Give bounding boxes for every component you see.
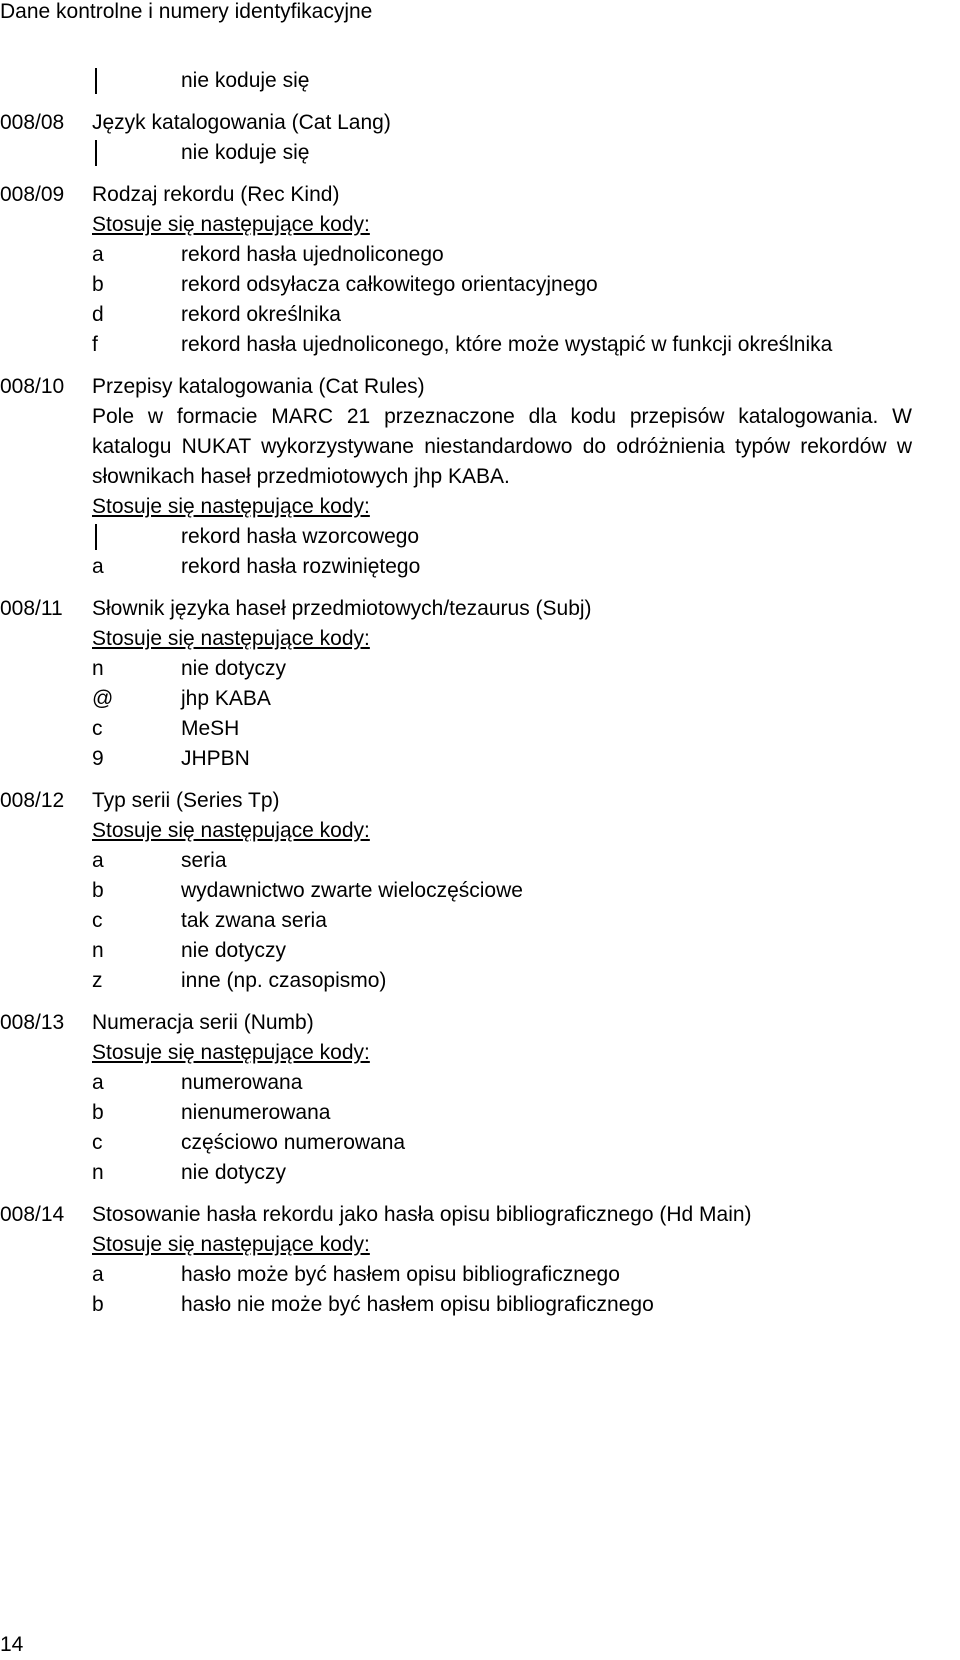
applies-codes-label: Stosuje się następujące kody: <box>92 1041 370 1064</box>
code-value: f <box>92 333 98 356</box>
field-title-row <box>0 1200 960 1230</box>
code-row <box>92 66 912 96</box>
code-row <box>92 240 912 270</box>
field-008-14 <box>0 1200 960 1320</box>
code-row <box>92 936 912 966</box>
field-body <box>0 1230 912 1320</box>
code-row <box>92 1260 912 1290</box>
code-row <box>92 330 912 360</box>
field-code: 008/13 <box>0 1011 65 1034</box>
field-body <box>0 210 912 360</box>
field-008-13 <box>0 1008 960 1188</box>
field-008-08 <box>0 108 960 168</box>
code-row <box>92 684 912 714</box>
field-title-row <box>0 786 960 816</box>
code-value: n <box>92 939 104 962</box>
code-row <box>92 300 912 330</box>
code-description: numerowana <box>181 1071 303 1094</box>
code-description: rekord hasła ujednoliconego <box>181 243 444 266</box>
code-value: a <box>92 849 104 872</box>
code-description: inne (np. czasopismo) <box>181 969 387 992</box>
code-row <box>92 138 912 168</box>
field-code: 008/09 <box>0 183 65 206</box>
code-value: b <box>92 879 104 902</box>
code-value: b <box>92 273 104 296</box>
code-description: rekord określnika <box>181 303 341 326</box>
field-008-10 <box>0 372 960 582</box>
code-value: b <box>92 1293 104 1316</box>
field-008-12 <box>0 786 960 996</box>
code-description: MeSH <box>181 717 240 740</box>
code-description: rekord odsyłacza całkowitego orientacyjnego <box>181 273 598 296</box>
field-code: 008/10 <box>0 375 65 398</box>
field-title: Słownik języka haseł przedmiotowych/tezaurus (Subj) <box>92 597 592 620</box>
applies-codes-label: Stosuje się następujące kody: <box>92 495 370 518</box>
code-row <box>92 744 912 774</box>
field-title: Numeracja serii (Numb) <box>92 1011 314 1034</box>
code-description: tak zwana seria <box>181 909 327 932</box>
code-row <box>92 1158 912 1188</box>
code-value: a <box>92 1263 104 1286</box>
code-value: c <box>92 909 103 932</box>
applies-codes-label: Stosuje się następujące kody: <box>92 213 370 236</box>
field-title-row <box>0 180 960 210</box>
code-value: 9 <box>92 747 104 770</box>
code-value: n <box>92 1161 104 1184</box>
fill-character-bar-icon <box>95 524 97 550</box>
field-title: Typ serii (Series Tp) <box>92 789 280 812</box>
code-row <box>92 552 912 582</box>
code-value: z <box>92 969 103 992</box>
field-code: 008/12 <box>0 789 65 812</box>
code-row <box>92 846 912 876</box>
code-value: a <box>92 243 104 266</box>
document-body <box>0 66 960 1332</box>
code-description: hasło może być hasłem opisu bibliograficznego <box>181 1263 620 1286</box>
field-body <box>0 624 912 774</box>
code-value: @ <box>92 687 114 710</box>
field-title-row <box>0 372 960 402</box>
field-title-row <box>0 594 960 624</box>
code-row <box>92 876 912 906</box>
code-description: wydawnictwo zwarte wieloczęściowe <box>181 879 523 902</box>
code-row <box>92 1290 912 1320</box>
code-row <box>92 1098 912 1128</box>
code-value: b <box>92 1101 104 1124</box>
field-title: Stosowanie hasła rekordu jako hasła opisu bibliograficznego (Hd Main) <box>92 1203 752 1226</box>
code-description: rekord hasła ujednoliconego, które może wystąpić w funkcji określnika <box>181 333 833 356</box>
running-header: Dane kontrolne i numery identyfikacyjne <box>0 0 373 23</box>
code-description: nie dotyczy <box>181 657 287 680</box>
field-code: 008/11 <box>0 597 63 620</box>
code-row <box>92 1128 912 1158</box>
applies-codes-label: Stosuje się następujące kody: <box>92 819 370 842</box>
field-description: Pole w formacie MARC 21 przeznaczone dla kodu przepisów katalogowania. W katalogu NUKAT wykorzystywane niestandardowo do odróżnienia typów rekordów w słownikach haseł przedmiotowych jhp KABA. <box>92 405 912 488</box>
applies-codes-label: Stosuje się następujące kody: <box>92 627 370 650</box>
code-row <box>92 1068 912 1098</box>
code-description: jhp KABA <box>181 687 271 710</box>
code-value <box>92 138 181 168</box>
field-008-11 <box>0 594 960 774</box>
field-continued <box>0 66 960 96</box>
code-description: JHPBN <box>181 747 250 770</box>
code-row <box>92 906 912 936</box>
field-title: Język katalogowania (Cat Lang) <box>92 111 391 134</box>
code-row <box>92 654 912 684</box>
code-description: seria <box>181 849 227 872</box>
code-description: hasło nie może być hasłem opisu bibliograficznego <box>181 1293 654 1316</box>
code-value: c <box>92 717 103 740</box>
field-body <box>0 1038 912 1188</box>
applies-codes-label: Stosuje się następujące kody: <box>92 1233 370 1256</box>
code-row <box>92 522 912 552</box>
page-number: 14 <box>0 1633 24 1656</box>
field-body <box>0 816 912 996</box>
code-value <box>92 522 181 552</box>
code-description: nie dotyczy <box>181 1161 287 1184</box>
code-value: c <box>92 1131 103 1154</box>
field-body <box>0 138 912 168</box>
code-description: częściowo numerowana <box>181 1131 406 1154</box>
field-title-row <box>0 108 960 138</box>
field-code: 008/14 <box>0 1203 65 1226</box>
field-body <box>0 402 912 582</box>
field-title-row <box>0 1008 960 1038</box>
code-description: nie koduje się <box>181 69 310 92</box>
code-description: nie koduje się <box>181 141 310 164</box>
code-value: a <box>92 1071 104 1094</box>
code-description: nie dotyczy <box>181 939 287 962</box>
code-row <box>92 966 912 996</box>
code-description: rekord hasła rozwiniętego <box>181 555 421 578</box>
code-row <box>92 270 912 300</box>
code-value: a <box>92 555 104 578</box>
fill-character-bar-icon <box>95 68 97 94</box>
field-title: Rodzaj rekordu (Rec Kind) <box>92 183 340 206</box>
code-description: nienumerowana <box>181 1101 331 1124</box>
field-code: 008/08 <box>0 111 65 134</box>
code-description: rekord hasła wzorcowego <box>181 525 420 548</box>
field-008-09 <box>0 180 960 360</box>
fill-character-bar-icon <box>95 140 97 166</box>
code-value <box>92 66 181 96</box>
code-value: n <box>92 657 104 680</box>
field-title: Przepisy katalogowania (Cat Rules) <box>92 375 425 398</box>
field-body <box>0 66 912 96</box>
code-value: d <box>92 303 104 326</box>
code-row <box>92 714 912 744</box>
